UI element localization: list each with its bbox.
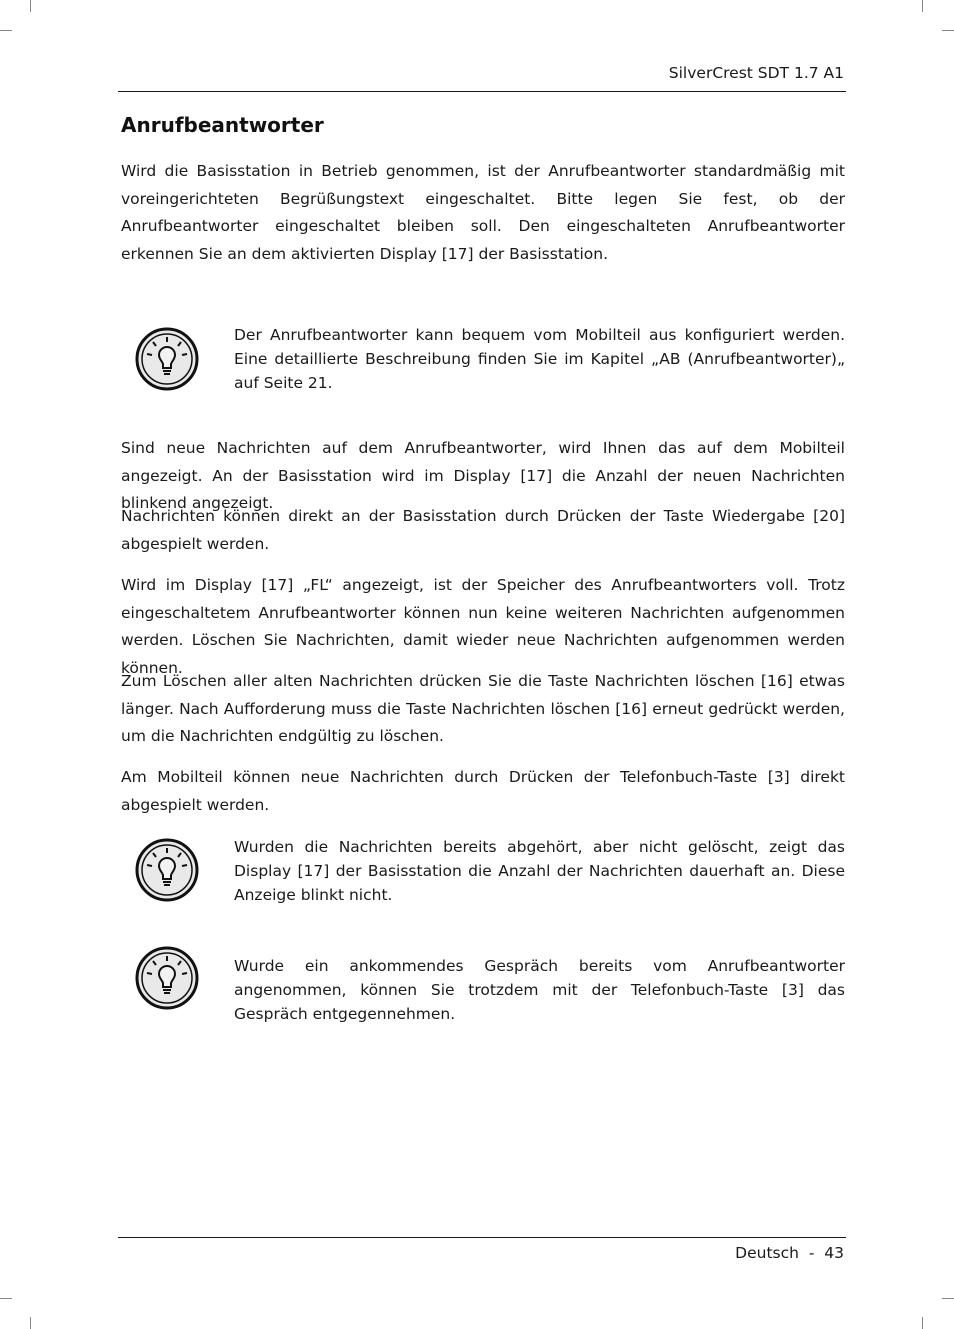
crop-mark: [0, 30, 12, 31]
paragraph: Zum Löschen aller alten Nachrichten drücken Sie die Taste Nachrichten löschen [16] etwas länger. Nach Aufforderung muss die Taste Nachrichten löschen [16] erneut gedrückt werden, um die Nachrichten endgültig zu löschen.: [121, 672, 845, 745]
crop-mark: [942, 30, 954, 31]
footer-rule: [118, 1237, 846, 1238]
paragraph: Sind neue Nachrichten auf dem Anrufbeantworter, wird Ihnen das auf dem Mobilteil angezeigt. An der Basisstation wird im Display [17] die Anzahl der neuen Nachrichten blinkend angezeigt.: [121, 439, 845, 512]
crop-mark: [922, 0, 923, 12]
lightbulb-icon: [135, 946, 199, 1010]
note-text: Der Anrufbeantworter kann bequem vom Mobilteil aus konfiguriert werden. Eine detaillierte Beschreibung finden Sie im Kapitel „AB (Anrufbeantworter)„ auf Seite 21.: [234, 326, 845, 392]
paragraph: Wird im Display [17] „FL“ angezeigt, ist der Speicher des Anrufbeantworters voll. Trotz eingeschaltetem Anrufbeantworter können nun keine weiteren Nachrichten aufgenommen werden. Löschen Sie Nachrichten, damit wieder neue Nachrichten aufgenommen werden können.: [121, 576, 845, 677]
note-text: Wurde ein ankommendes Gespräch bereits vom Anrufbeantworter angenommen, können Sie trotzdem mit der Telefonbuch-Taste [3] das Gespräch entgegennehmen.: [234, 957, 845, 1023]
paragraph: Nachrichten können direkt an der Basisstation durch Drücken der Taste Wiedergabe [20] abgespielt werden.: [121, 507, 845, 553]
header-rule: [118, 91, 846, 92]
crop-mark: [0, 1298, 12, 1299]
lightbulb-icon: [135, 327, 199, 391]
paragraph: Am Mobilteil können neue Nachrichten durch Drücken der Telefonbuch-Taste [3] direkt abgespielt werden.: [121, 768, 845, 814]
header-product-name: SilverCrest SDT 1.7 A1: [668, 64, 844, 82]
section-title: Anrufbeantworter: [121, 113, 324, 137]
paragraph: Wird die Basisstation in Betrieb genommen, ist der Anrufbeantworter standardmäßig mit voreingerichteten Begrüßungstext eingeschaltet. Bitte legen Sie fest, ob der Anrufbeantworter eingeschaltet bleiben soll. Den eingeschalteten Anrufbeantworter erkennen Sie an dem aktivierten Display [17] der Basisstation.: [121, 162, 845, 263]
lightbulb-icon: [135, 838, 199, 902]
crop-mark: [30, 1317, 31, 1329]
crop-mark: [922, 1317, 923, 1329]
note-text: Wurden die Nachrichten bereits abgehört, aber nicht gelöscht, zeigt das Display [17] der Basisstation die Anzahl der Nachrichten dauerhaft an. Diese Anzeige blinkt nicht.: [234, 838, 845, 904]
crop-mark: [942, 1298, 954, 1299]
crop-mark: [30, 0, 31, 12]
footer-page-label: Deutsch - 43: [735, 1244, 844, 1262]
